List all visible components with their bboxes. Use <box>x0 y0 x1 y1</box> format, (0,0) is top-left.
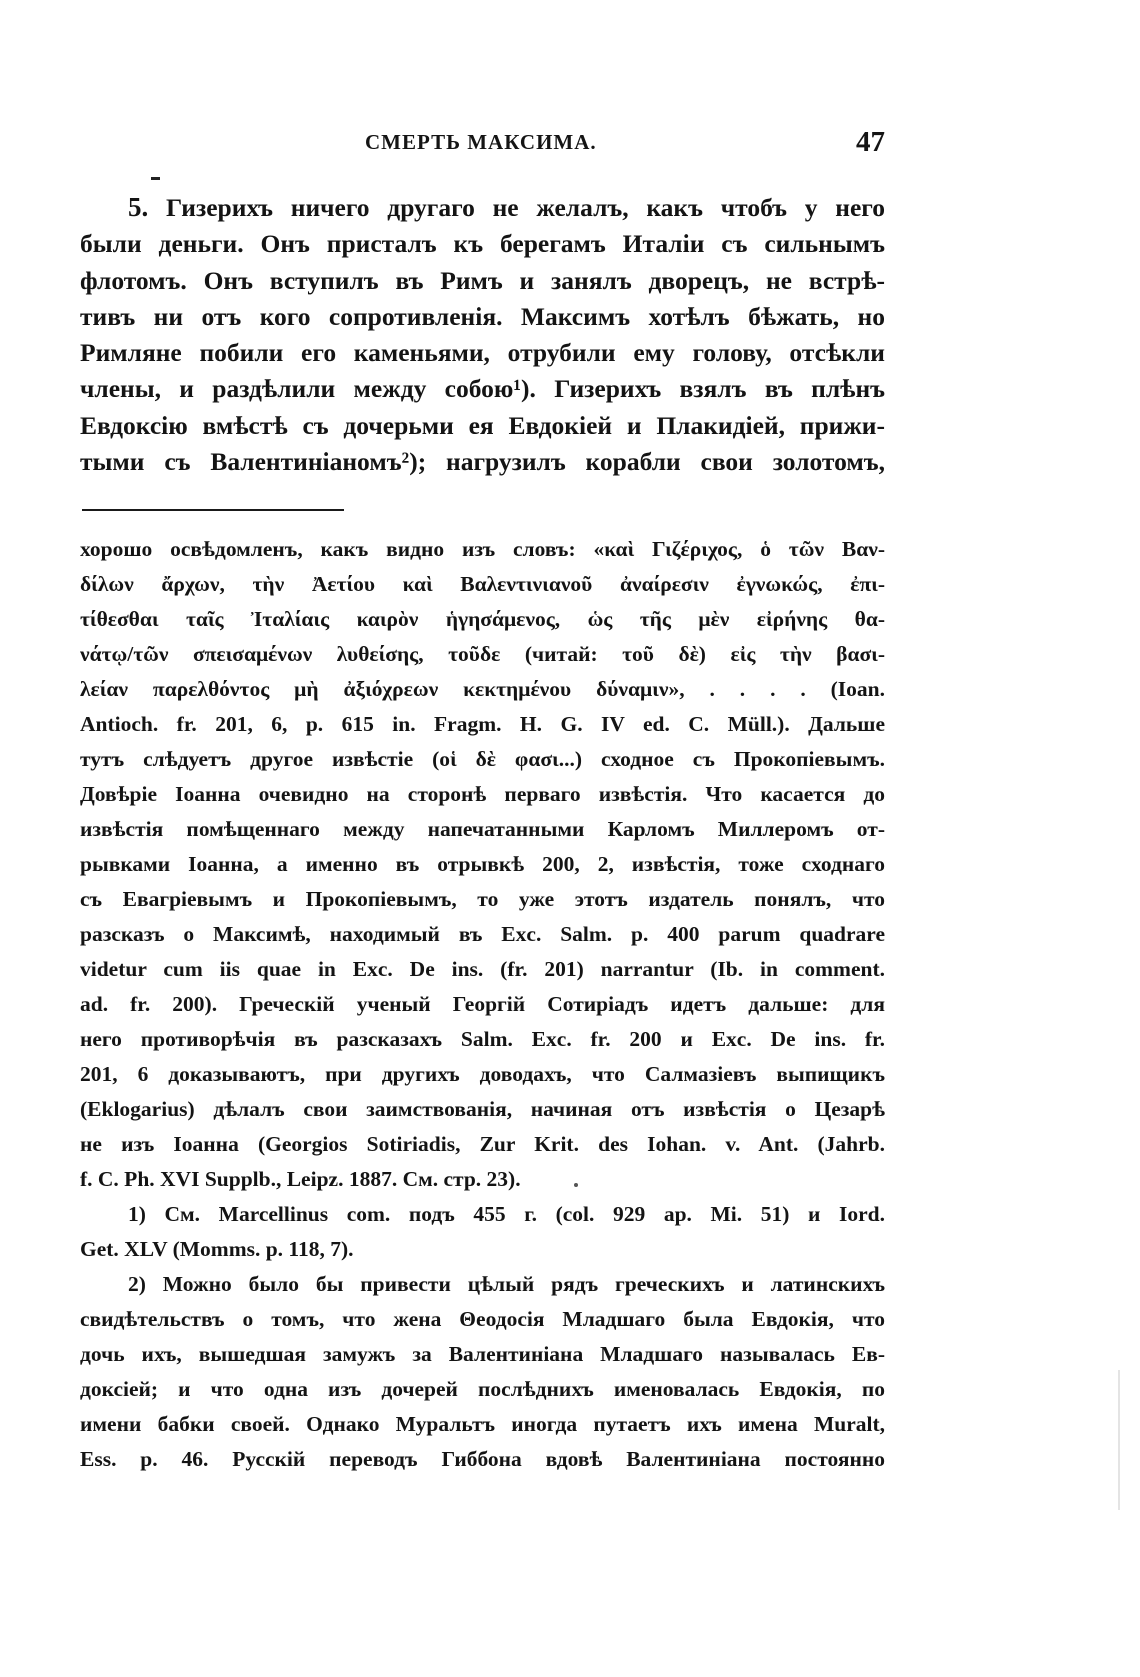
footnote-line: f. C. Ph. XVI Supplb., Leipz. 1887. См. стр. 23). <box>80 1167 521 1191</box>
footnote-line: 2) Можно было бы привести цѣлый рядъ греческихъ и латинскихъ <box>128 1272 885 1296</box>
footnote-line: разсказъ о Максимѣ, находимый въ Exc. Salm. p. 400 parum quadrare <box>80 922 885 946</box>
main-line: тыми съ Валентиніаномъ²); нагрузилъ корабли свои золотомъ, <box>80 447 885 477</box>
footnote-line: съ Евагріевымъ и Прокопіевымъ, то уже этотъ издатель понялъ, что <box>80 887 885 911</box>
footnote-line: свидѣтельствъ о томъ, что жена Θеодосія Младшаго была Евдокія, что <box>80 1307 885 1331</box>
footnote-line: Get. XLV (Momms. p. 118, 7). <box>80 1237 354 1261</box>
running-head <box>80 126 885 166</box>
page-number: 47 <box>856 126 885 158</box>
main-text <box>80 189 885 480</box>
footnote-line: 1) См. Marcellinus com. подъ 455 г. (col. 929 ap. Mi. 51) и Iord. <box>128 1202 885 1226</box>
printer-mark <box>151 177 160 180</box>
footnotes <box>80 532 885 1477</box>
scan-speck <box>574 1183 578 1187</box>
footnote-line: τίθεσθαι ταῖς Ἰταλίαις καιρὸν ἡγησάμενος, ὡς τῆς μὲν εἰρήνης θα- <box>80 607 885 631</box>
main-line: Евдоксію вмѣстѣ съ дочерьми ея Евдокіей и Плакидіей, прижи- <box>80 410 885 440</box>
paragraph-number: 5. <box>128 192 149 222</box>
footnote-line: λείαν παρελθόντος μὴ ἀξιόχρεων κεκτημένου δύναμιν», . . . . (Ioan. <box>80 677 885 701</box>
main-line: 5. Гизерихъ ничего другаго не желалъ, какъ чтобъ у него <box>128 192 885 222</box>
footnote-line: ad. fr. 200). Греческій ученый Георгій Сотиріадъ идетъ дальше: для <box>80 992 885 1016</box>
main-line: члены, и раздѣлили между собою¹). Гизерихъ взялъ въ плѣнъ <box>80 374 885 404</box>
footnote-line: доксіей; и что одна изъ дочерей послѣднихъ именовалась Евдокія, по <box>80 1377 885 1401</box>
scan-edge-line <box>1118 1370 1120 1510</box>
footnote-line: дочь ихъ, вышедшая замужъ за Валентиніана Младшаго называлась Ев- <box>80 1342 885 1366</box>
footnote-line: него противорѣчія въ разсказахъ Salm. Exc. fr. 200 и Exc. De ins. fr. <box>80 1027 885 1051</box>
footnote-1 <box>80 1197 885 1267</box>
main-line: тивъ ни отъ кого сопротивленія. Максимъ хотѣлъ бѣжать, но <box>80 301 885 331</box>
footnote-line: не изъ Іоанна (Georgios Sotiriadis, Zur Krit. des Iohan. v. Ant. (Jahrb. <box>80 1132 885 1156</box>
main-line: флотомъ. Онъ вступилъ въ Римъ и занялъ дворецъ, не встрѣ- <box>80 265 885 295</box>
footnote-2 <box>80 1267 885 1477</box>
footnote-line: νάτῳ/τῶν σπεισαμένων λυθείσης, τοῦδε (читай: τοῦ δὲ) εἰς τὴν βασι- <box>80 642 885 666</box>
footnote-line: videtur cum iis quae in Exc. De ins. (fr. 201) narrantur (Ib. in comment. <box>80 957 885 981</box>
footnote-line: 201, 6 доказываютъ, при другихъ доводахъ, что Салмазіевъ выпищикъ <box>80 1062 885 1086</box>
footnote-line: извѣстія помѣщеннаго между напечатанными Карломъ Миллеромъ от- <box>80 817 885 841</box>
footnote-line: Antioch. fr. 201, 6, p. 615 in. Fragm. H. G. IV ed. C. Müll.). Дальше <box>80 712 885 736</box>
footnote-line: (Eklogarius) дѣлалъ свои заимствованія, начиная отъ извѣстія о Цезарѣ <box>80 1097 885 1121</box>
footnote-continuation <box>80 532 885 1197</box>
footnote-line: тутъ слѣдуетъ другое извѣстіе (οἱ δὲ φασι...) сходное съ Прокопіевымъ. <box>80 747 885 771</box>
running-title: СМЕРТЬ МАКСИМА. <box>365 130 597 154</box>
main-line: Римляне побили его каменьями, отрубили ему голову, отсѣкли <box>80 338 885 368</box>
footnote-line: Ess. p. 46. Русскій переводъ Гиббона вдовѣ Валентиніана постоянно <box>80 1447 885 1471</box>
footnote-rule <box>82 509 344 511</box>
footnote-line: рывками Іоанна, а именно въ отрывкѣ 200, 2, извѣстія, тоже сходнаго <box>80 852 885 876</box>
main-line: были деньги. Онъ присталъ къ берегамъ Италіи съ сильнымъ <box>80 229 885 259</box>
footnote-line: имени бабки своей. Однако Муральтъ иногда путаетъ ихъ имена Muralt, <box>80 1412 885 1436</box>
footnote-line: Довѣріе Іоанна очевидно на сторонѣ перваго извѣстія. Что касается до <box>80 782 885 806</box>
footnote-line: δίλων ἄρχων, τὴν Ἀετίου καὶ Βαλεντινιανοῦ ἀναίρεσιν ἐγνωκώς, ἐπι- <box>80 572 885 596</box>
footnote-line: хорошо освѣдомленъ, какъ видно изъ словъ: «καὶ Γιζέριχος, ὁ τῶν Βαν- <box>80 537 885 561</box>
